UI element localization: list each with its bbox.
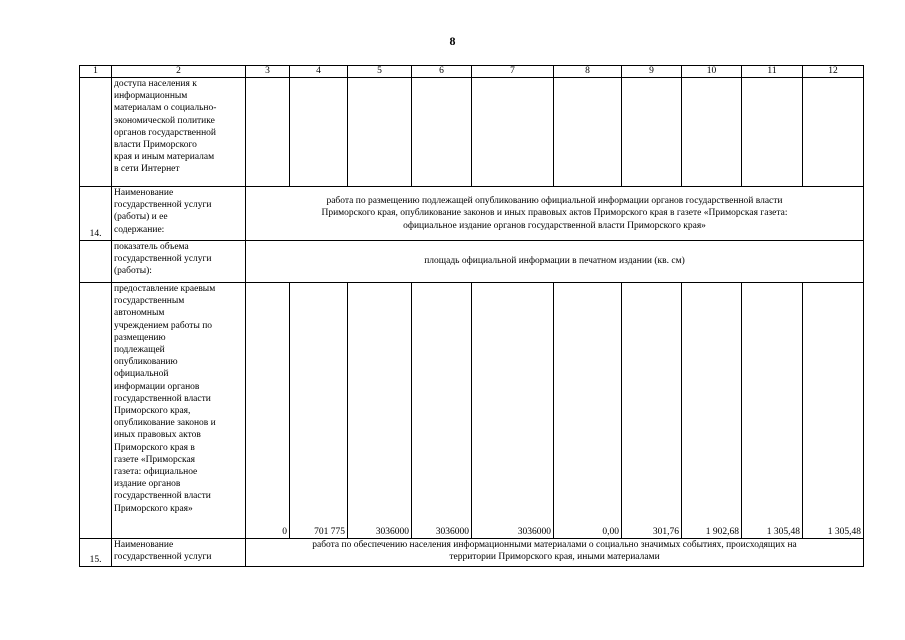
description-cell: доступа населения к информационным материалам о социально- экономической политике органов государственной власти Приморского края и иным материалам в сети Интернет [112,78,246,187]
table-row [80,241,864,283]
value-cell: 301,76 [622,283,682,539]
value-cell: 701 775 [290,283,348,539]
header-cell: 4 [290,66,348,78]
row-number-cell: 15. [80,539,112,567]
value-cell: 3036000 [412,283,472,539]
value-cell: 0,00 [554,283,622,539]
value-cell: 3036000 [348,283,412,539]
volume-indicator-cell: площадь официальной информации в печатном издании (кв. см) [246,241,864,283]
header-cell: 3 [246,66,290,78]
header-cell: 5 [348,66,412,78]
header-cell: 12 [803,66,864,78]
table-row [80,539,864,567]
value-cell: 0 [246,283,290,539]
header-cell: 8 [554,66,622,78]
value-cell: 1 902,68 [682,283,742,539]
header-cell: 6 [412,66,472,78]
header-cell: 7 [472,66,554,78]
services-table [79,65,864,567]
table-row [80,283,864,539]
row-number-cell [80,283,112,539]
service-content-cell: работа по обеспечению населения информационными материалами о социально значимых событиях, происходящих на территории Приморского края, иными материалами [246,539,864,567]
row-number-cell [80,241,112,283]
value-cell: 3036000 [472,283,554,539]
value-cell: 1 305,48 [742,283,803,539]
page-number: 8 [449,34,456,48]
service-content-cell: работа по размещению подлежащей опубликованию официальной информации органов государственной власти Приморского края, опубликование законов и иных правовых актов Приморского края в газете «Приморская газета: официальное издание органов государственной власти Приморского края» [246,187,864,241]
header-cell: 10 [682,66,742,78]
description-cell: показатель объема государственной услуги (работы): [112,241,246,283]
description-cell: Наименование государственной услуги (работы) и ее содержание: [112,187,246,241]
description-cell: Наименование государственной услуги [112,539,246,567]
value-cell: 1 305,48 [803,283,864,539]
table-row [80,187,864,241]
header-cell: 9 [622,66,682,78]
table-row [80,78,864,187]
row-number-cell [80,78,112,187]
header-cell: 11 [742,66,803,78]
row-number-cell: 14. [80,187,112,241]
header-cell: 2 [112,66,246,78]
header-row [80,66,864,78]
header-cell: 1 [80,66,112,78]
description-cell: предоставление краевым государственным автономным учреждением работы по размещению подлежащей опубликованию официальной информации органов государственной власти Приморского края, опубликование законов и иных правовых актов Приморского края в газете «Приморская газета: официальное издание органов государственной власти Приморского края» [112,283,246,539]
